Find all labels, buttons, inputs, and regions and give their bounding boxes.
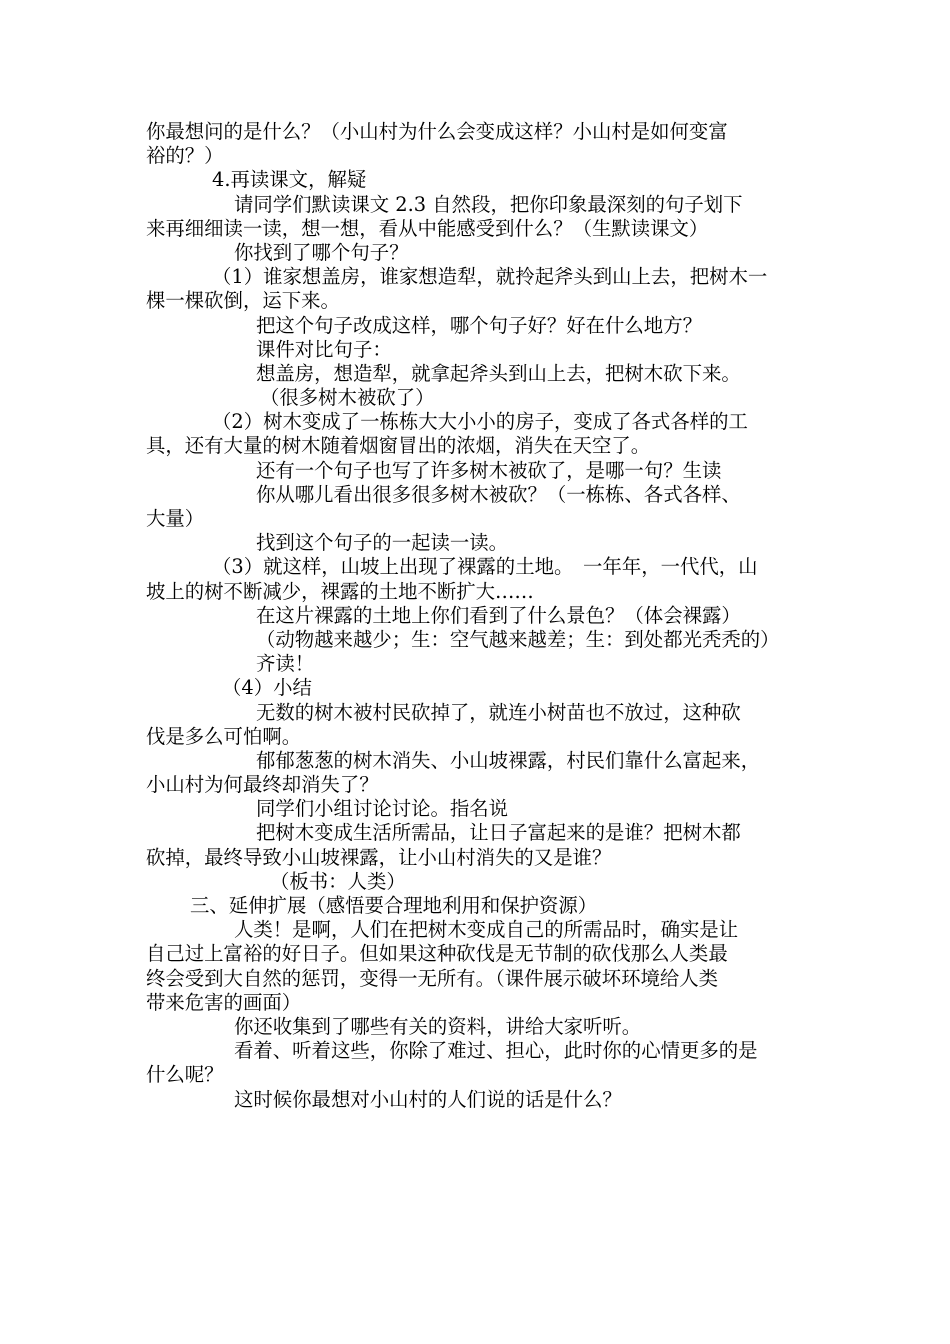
paragraph-line: 伐是多么可怕啊。	[146, 724, 302, 748]
paragraph-line: 把树木变成生活所需品，让日子富起来的是谁？把树木都	[256, 821, 741, 845]
paragraph-line: 具，还有大量的树木随着烟窗冒出的浓烟，消失在天空了。	[146, 434, 651, 458]
paragraph-line: 这时候你最想对小山村的人们说的话是什么？	[234, 1087, 622, 1111]
paragraph-line: 郁郁葱葱的树木消失、小山坡裸露，村民们靠什么富起来，	[256, 748, 761, 772]
paragraph-line: 想盖房，想造犁，就拿起斧头到山上去，把树木砍下来。	[256, 361, 741, 385]
paragraph-line: 把这个句子改成这样，哪个句子好？好在什么地方？	[256, 313, 702, 337]
paragraph-line: （2）树木变成了一栋栋大大小小的房子，变成了各式各样的工	[212, 410, 748, 434]
paragraph-line: 坡上的树不断减少，裸露的土地不断扩大……	[146, 579, 534, 603]
paragraph-line: 人类！是啊，人们在把树木变成自己的所需品时，确实是让	[234, 918, 739, 942]
paragraph-line: （动物越来越少；生：空气越来越差；生：到处都光秃秃的）	[256, 627, 780, 651]
paragraph-line: 同学们小组讨论讨论。指名说	[256, 797, 509, 821]
paragraph-line: 请同学们默读课文 2.3 自然段，把你印象最深刻的句子划下	[234, 192, 743, 216]
paragraph-line: 带来危害的画面）	[146, 990, 302, 1014]
paragraph-line: 课件对比句子：	[256, 337, 392, 361]
paragraph-line: 你最想问的是什么？（小山村为什么会变成这样？小山村是如何变富	[146, 120, 728, 143]
paragraph-line: （板书：人类）	[270, 869, 406, 893]
paragraph-line: 棵一棵砍倒，运下来。	[146, 289, 340, 313]
paragraph-line: 还有一个句子也写了许多树木被砍了，是哪一句？生读	[256, 458, 722, 482]
paragraph-line: 大量）	[146, 507, 205, 530]
paragraph-line: 自己过上富裕的好日子。但如果这种砍伐是无节制的砍伐那么人类最	[146, 942, 728, 966]
paragraph-line: 你从哪儿看出很多很多树木被砍？（一栋栋、各式各样、	[256, 482, 741, 506]
paragraph-line: 裕的？）	[146, 144, 224, 168]
paragraph-line: 终会受到大自然的惩罚，变得一无所有。（课件展示破坏环境给人类	[146, 966, 719, 990]
paragraph-line: 你找到了哪个句子？	[234, 240, 409, 264]
section-heading: （4）小结	[222, 676, 312, 700]
paragraph-line: 在这片裸露的土地上你们看到了什么景色？（体会裸露）	[256, 603, 741, 627]
section-heading: 4.再读课文，解疑	[212, 168, 367, 192]
paragraph-line: 齐读！	[256, 652, 315, 676]
section-heading: 三、延伸扩展（感悟要合理地利用和保护资源）	[190, 894, 598, 917]
paragraph-line: （很多树木被砍了）	[260, 386, 435, 410]
document-body	[146, 120, 818, 1112]
paragraph-line: 找到这个句子的一起读一读。	[256, 531, 509, 555]
paragraph-line: 你还收集到了哪些有关的资料，讲给大家听听。	[234, 1014, 642, 1038]
paragraph-line: 来再细细读一读，想一想，看从中能感受到什么？（生默读课文）	[146, 216, 709, 240]
paragraph-line: 砍掉，最终导致小山坡裸露，让小山村消失的又是谁？	[146, 845, 612, 869]
paragraph-line: （1）谁家想盖房，谁家想造犁，就拎起斧头到山上去，把树木一	[212, 265, 768, 289]
paragraph-line: 什么呢？	[146, 1063, 224, 1087]
paragraph-line: （3）就这样，山坡上出现了裸露的土地。 一年年，一代代，山	[212, 555, 758, 579]
paragraph-line: 无数的树木被村民砍掉了，就连小树苗也不放过，这种砍	[256, 700, 741, 724]
paragraph-line: 小山村为何最终却消失了？	[146, 773, 379, 797]
paragraph-line: 看着、听着这些，你除了难过、担心，此时你的心情更多的是	[234, 1039, 758, 1063]
